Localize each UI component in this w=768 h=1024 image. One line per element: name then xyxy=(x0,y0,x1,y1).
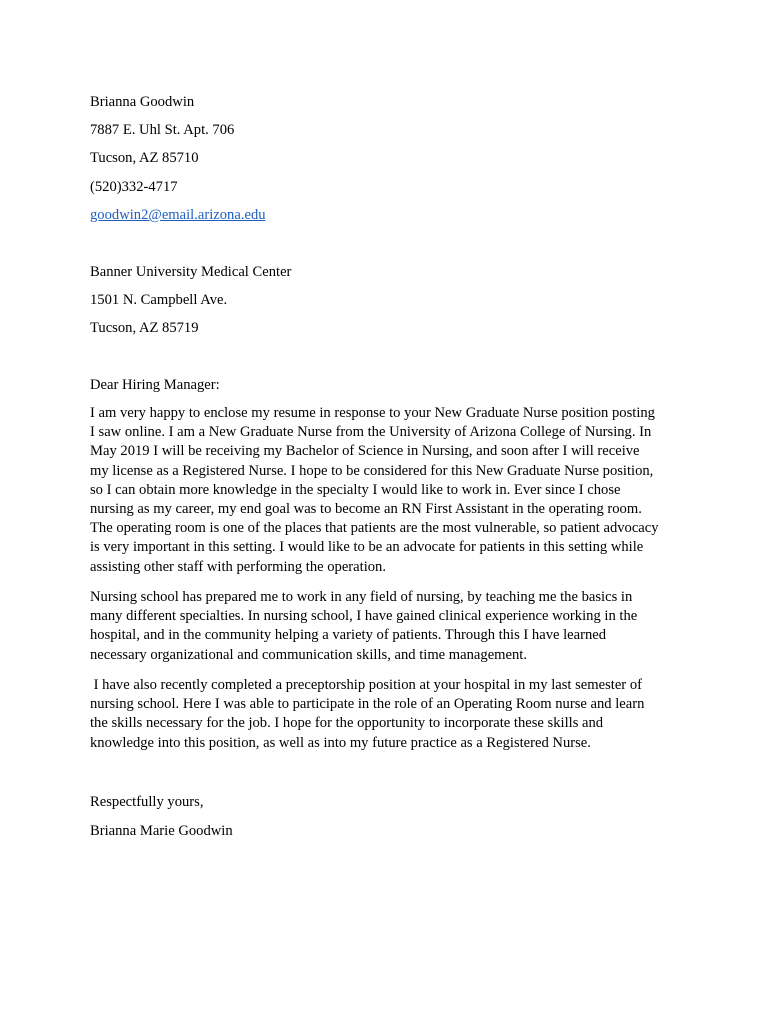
paragraph-line: hospital, and in the community helping a variety of patients. Through this I have learned xyxy=(90,627,607,644)
sender-phone: (520)332-4717 xyxy=(90,179,178,195)
paragraph-line: I have also recently completed a preceptorship position at your hospital in my last semester of xyxy=(90,677,642,693)
body-paragraph-3 xyxy=(90,676,690,753)
paragraph-line: May 2019 I will be receiving my Bachelor of Science in Nursing, and soon after I will receive xyxy=(90,443,640,460)
paragraph-line: knowledge into this position, as well as into my future practice as a Registered Nurse. xyxy=(90,734,591,751)
paragraph-line: I saw online. I am a New Graduate Nurse from the University of Arizona College of Nursing. In xyxy=(90,424,652,441)
paragraph-line: necessary organizational and communication skills, and time management. xyxy=(90,646,528,663)
sender-name: Brianna Goodwin xyxy=(90,94,195,110)
paragraph-line: nursing as my career, my end goal was to become an RN First Assistant in the operating room. xyxy=(90,501,642,518)
paragraph-line: I am very happy to enclose my resume in response to your New Graduate Nurse position posting xyxy=(90,405,655,421)
paragraph-line: my license as a Registered Nurse. I hope to be considered for this New Graduate Nurse position, xyxy=(90,462,654,479)
sender-street: 7887 E. Uhl St. Apt. 706 xyxy=(90,122,235,138)
body-paragraph-2 xyxy=(90,588,690,665)
paragraph-line: Nursing school has prepared me to work in any field of nursing, by teaching me the basics in xyxy=(90,589,633,605)
recipient-city: Tucson, AZ 85719 xyxy=(90,320,199,336)
recipient-name: Banner University Medical Center xyxy=(90,264,292,280)
recipient-street: 1501 N. Campbell Ave. xyxy=(90,292,228,308)
closing: Respectfully yours, xyxy=(90,794,204,810)
paragraph-line: The operating room is one of the places that patients are the most vulnerable, so patient advocacy xyxy=(90,520,659,537)
sender-city: Tucson, AZ 85710 xyxy=(90,150,199,166)
body-paragraph-1 xyxy=(90,404,690,577)
signature: Brianna Marie Goodwin xyxy=(90,823,233,839)
paragraph-line: the skills necessary for the job. I hope for the opportunity to incorporate these skills and xyxy=(90,715,604,732)
paragraph-line: nursing school. Here I was able to participate in the role of an Operating Room nurse and learn xyxy=(90,696,645,713)
paragraph-line: so I can obtain more knowledge in the specialty I would like to work in. Ever since I chose xyxy=(90,481,621,498)
paragraph-line: many different specialties. In nursing school, I have gained clinical experience working in the xyxy=(90,608,638,625)
paragraph-line: assisting other staff with performing the operation. xyxy=(90,558,387,575)
paragraph-line: is very important in this setting. I would like to be an advocate for patients in this setting while xyxy=(90,539,644,556)
salutation: Dear Hiring Manager: xyxy=(90,377,220,393)
sender-email-link[interactable]: goodwin2@email.arizona.edu xyxy=(90,207,266,223)
